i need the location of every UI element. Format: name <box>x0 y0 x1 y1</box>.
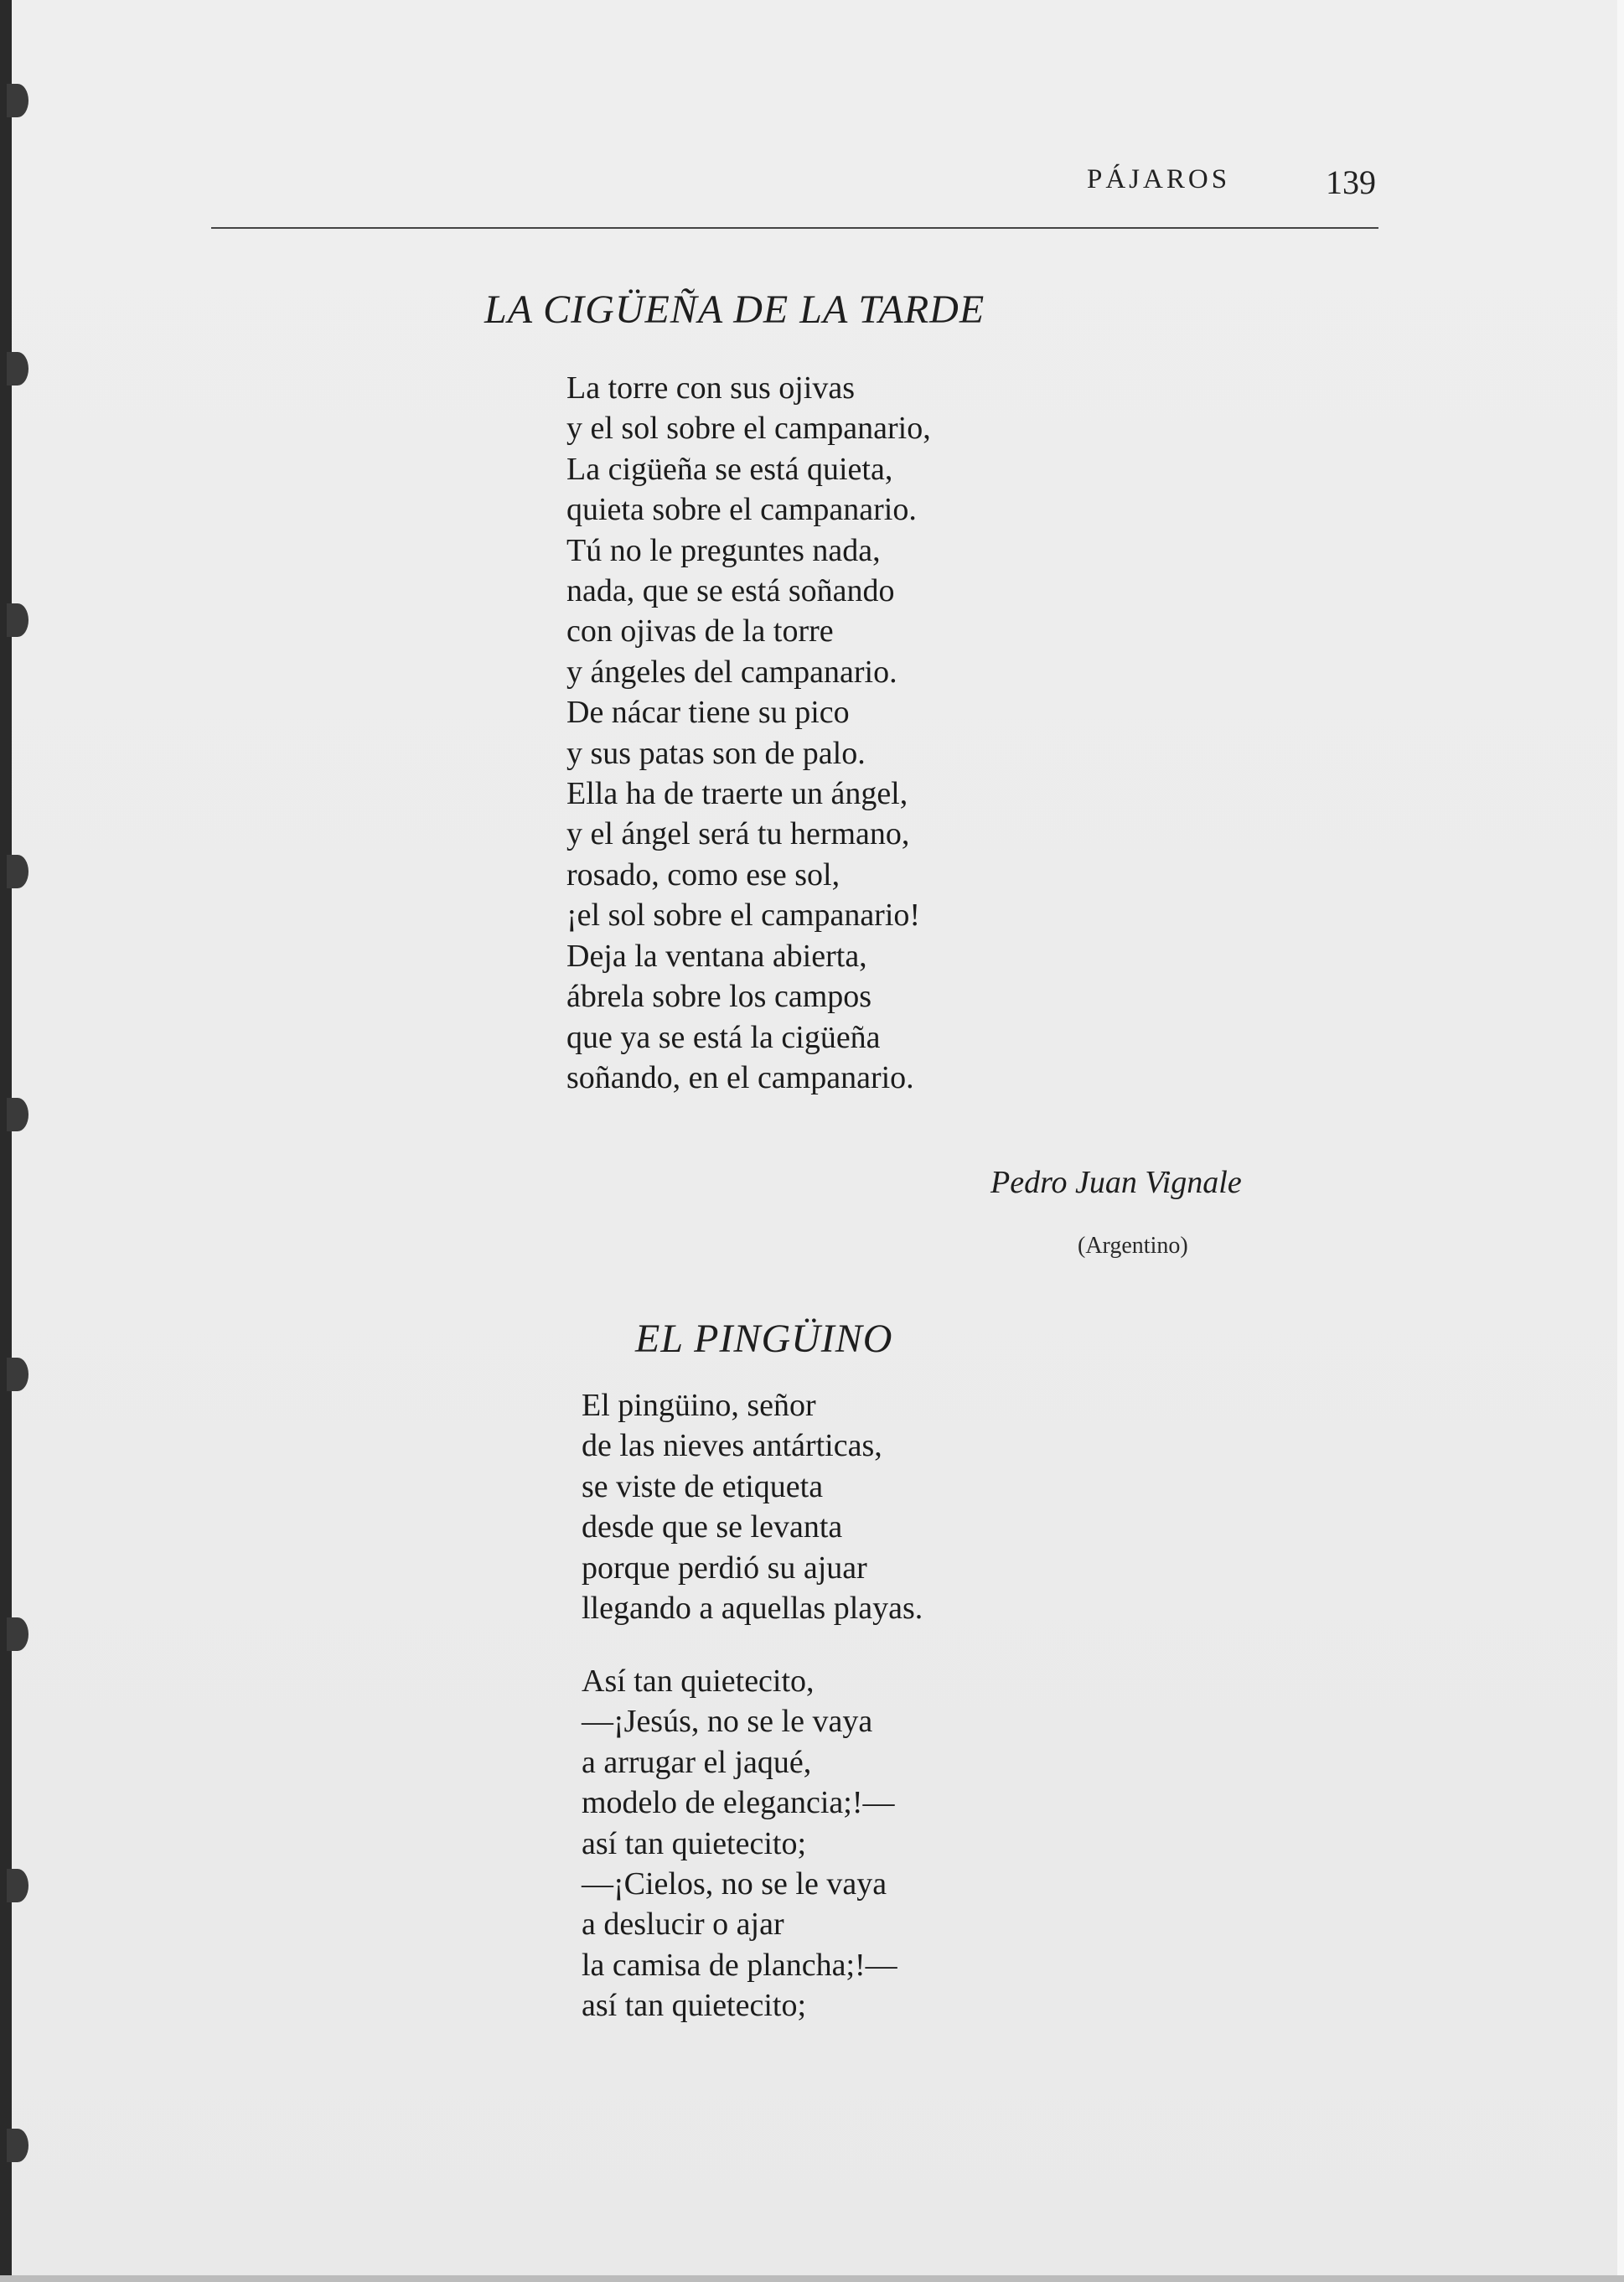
poem-line: modelo de elegancia;!— <box>582 1785 895 1821</box>
binding-tab <box>7 1617 28 1651</box>
poem-line: y el sol sobre el campanario, <box>566 411 931 447</box>
poem-line: se viste de etiqueta <box>582 1468 824 1504</box>
poem-stanza <box>582 1385 923 1628</box>
poem-title: EL PINGÜINO <box>635 1317 893 1361</box>
poem-line: Así tan quietecito, <box>582 1664 815 1699</box>
poem-line: a arrugar el jaqué, <box>582 1744 812 1780</box>
poem-line: quieta sobre el campanario. <box>566 492 917 528</box>
poem-line: —¡Jesús, no se le vaya <box>582 1704 873 1740</box>
poem-line: De nácar tiene su pico <box>566 695 850 731</box>
poem-line: así tan quietecito; <box>582 1988 807 2024</box>
header-rule <box>211 227 1378 229</box>
poem-line: que ya se está la cigüeña <box>566 1019 881 1055</box>
poem-line: soñando, en el campanario. <box>566 1059 914 1095</box>
poem-line: de las nieves antárticas, <box>582 1428 882 1464</box>
binding-tab <box>7 352 28 386</box>
poem-line: rosado, como ese sol, <box>566 856 840 893</box>
poem-line: Ella ha de traerte un ángel, <box>566 776 908 812</box>
poem-line: ¡el sol sobre el campanario! <box>566 898 921 934</box>
poem-line: —¡Cielos, no se le vaya <box>582 1866 887 1902</box>
poem-line: El pingüino, señor <box>582 1388 816 1423</box>
poem-line: llegando a aquellas playas. <box>582 1591 923 1627</box>
binding-tab <box>7 855 28 888</box>
poem-line: así tan quietecito; <box>582 1825 807 1861</box>
poem-line: desde que se levanta <box>582 1509 843 1545</box>
binding-tab <box>7 1869 28 1902</box>
poem-stanza <box>582 1661 897 2026</box>
poem-line: la camisa de plancha;!— <box>582 1947 897 1983</box>
poem-author: Pedro Juan Vignale <box>990 1165 1242 1200</box>
poem-line: La cigüeña se está quieta, <box>566 451 893 487</box>
binding-edge <box>0 0 12 2282</box>
author-nationality: (Argentino) <box>1078 1233 1188 1259</box>
binding-tab <box>7 603 28 637</box>
running-head: PÁJAROS <box>1087 164 1231 194</box>
binding-tab <box>7 1098 28 1131</box>
poem-line: porque perdió su ajuar <box>582 1550 867 1586</box>
poem-line: ábrela sobre los campos <box>566 979 872 1015</box>
page-right-edge <box>1617 0 1624 2282</box>
poem-line: y ángeles del campanario. <box>566 654 897 690</box>
binding-tab <box>7 1358 28 1391</box>
poem-line: y el ángel será tu hermano, <box>566 816 910 852</box>
poem-line: a deslucir o ajar <box>582 1907 784 1943</box>
poem-line: La torre con sus ojivas <box>566 370 856 406</box>
binding-tab <box>7 84 28 117</box>
binding-tab <box>7 2129 28 2162</box>
poem-title: LA CIGÜEÑA DE LA TARDE <box>484 287 985 332</box>
poem-line: nada, que se está soñando <box>566 573 895 609</box>
poem-line: Deja la ventana abierta, <box>566 938 867 974</box>
page-bottom-edge <box>0 2275 1624 2282</box>
poem-stanza <box>566 368 931 1098</box>
poem-line: con ojivas de la torre <box>566 613 834 649</box>
poem-line: y sus patas son de palo. <box>566 735 866 771</box>
page-number: 139 <box>1326 163 1376 201</box>
poem-line: Tú no le preguntes nada, <box>566 532 881 568</box>
